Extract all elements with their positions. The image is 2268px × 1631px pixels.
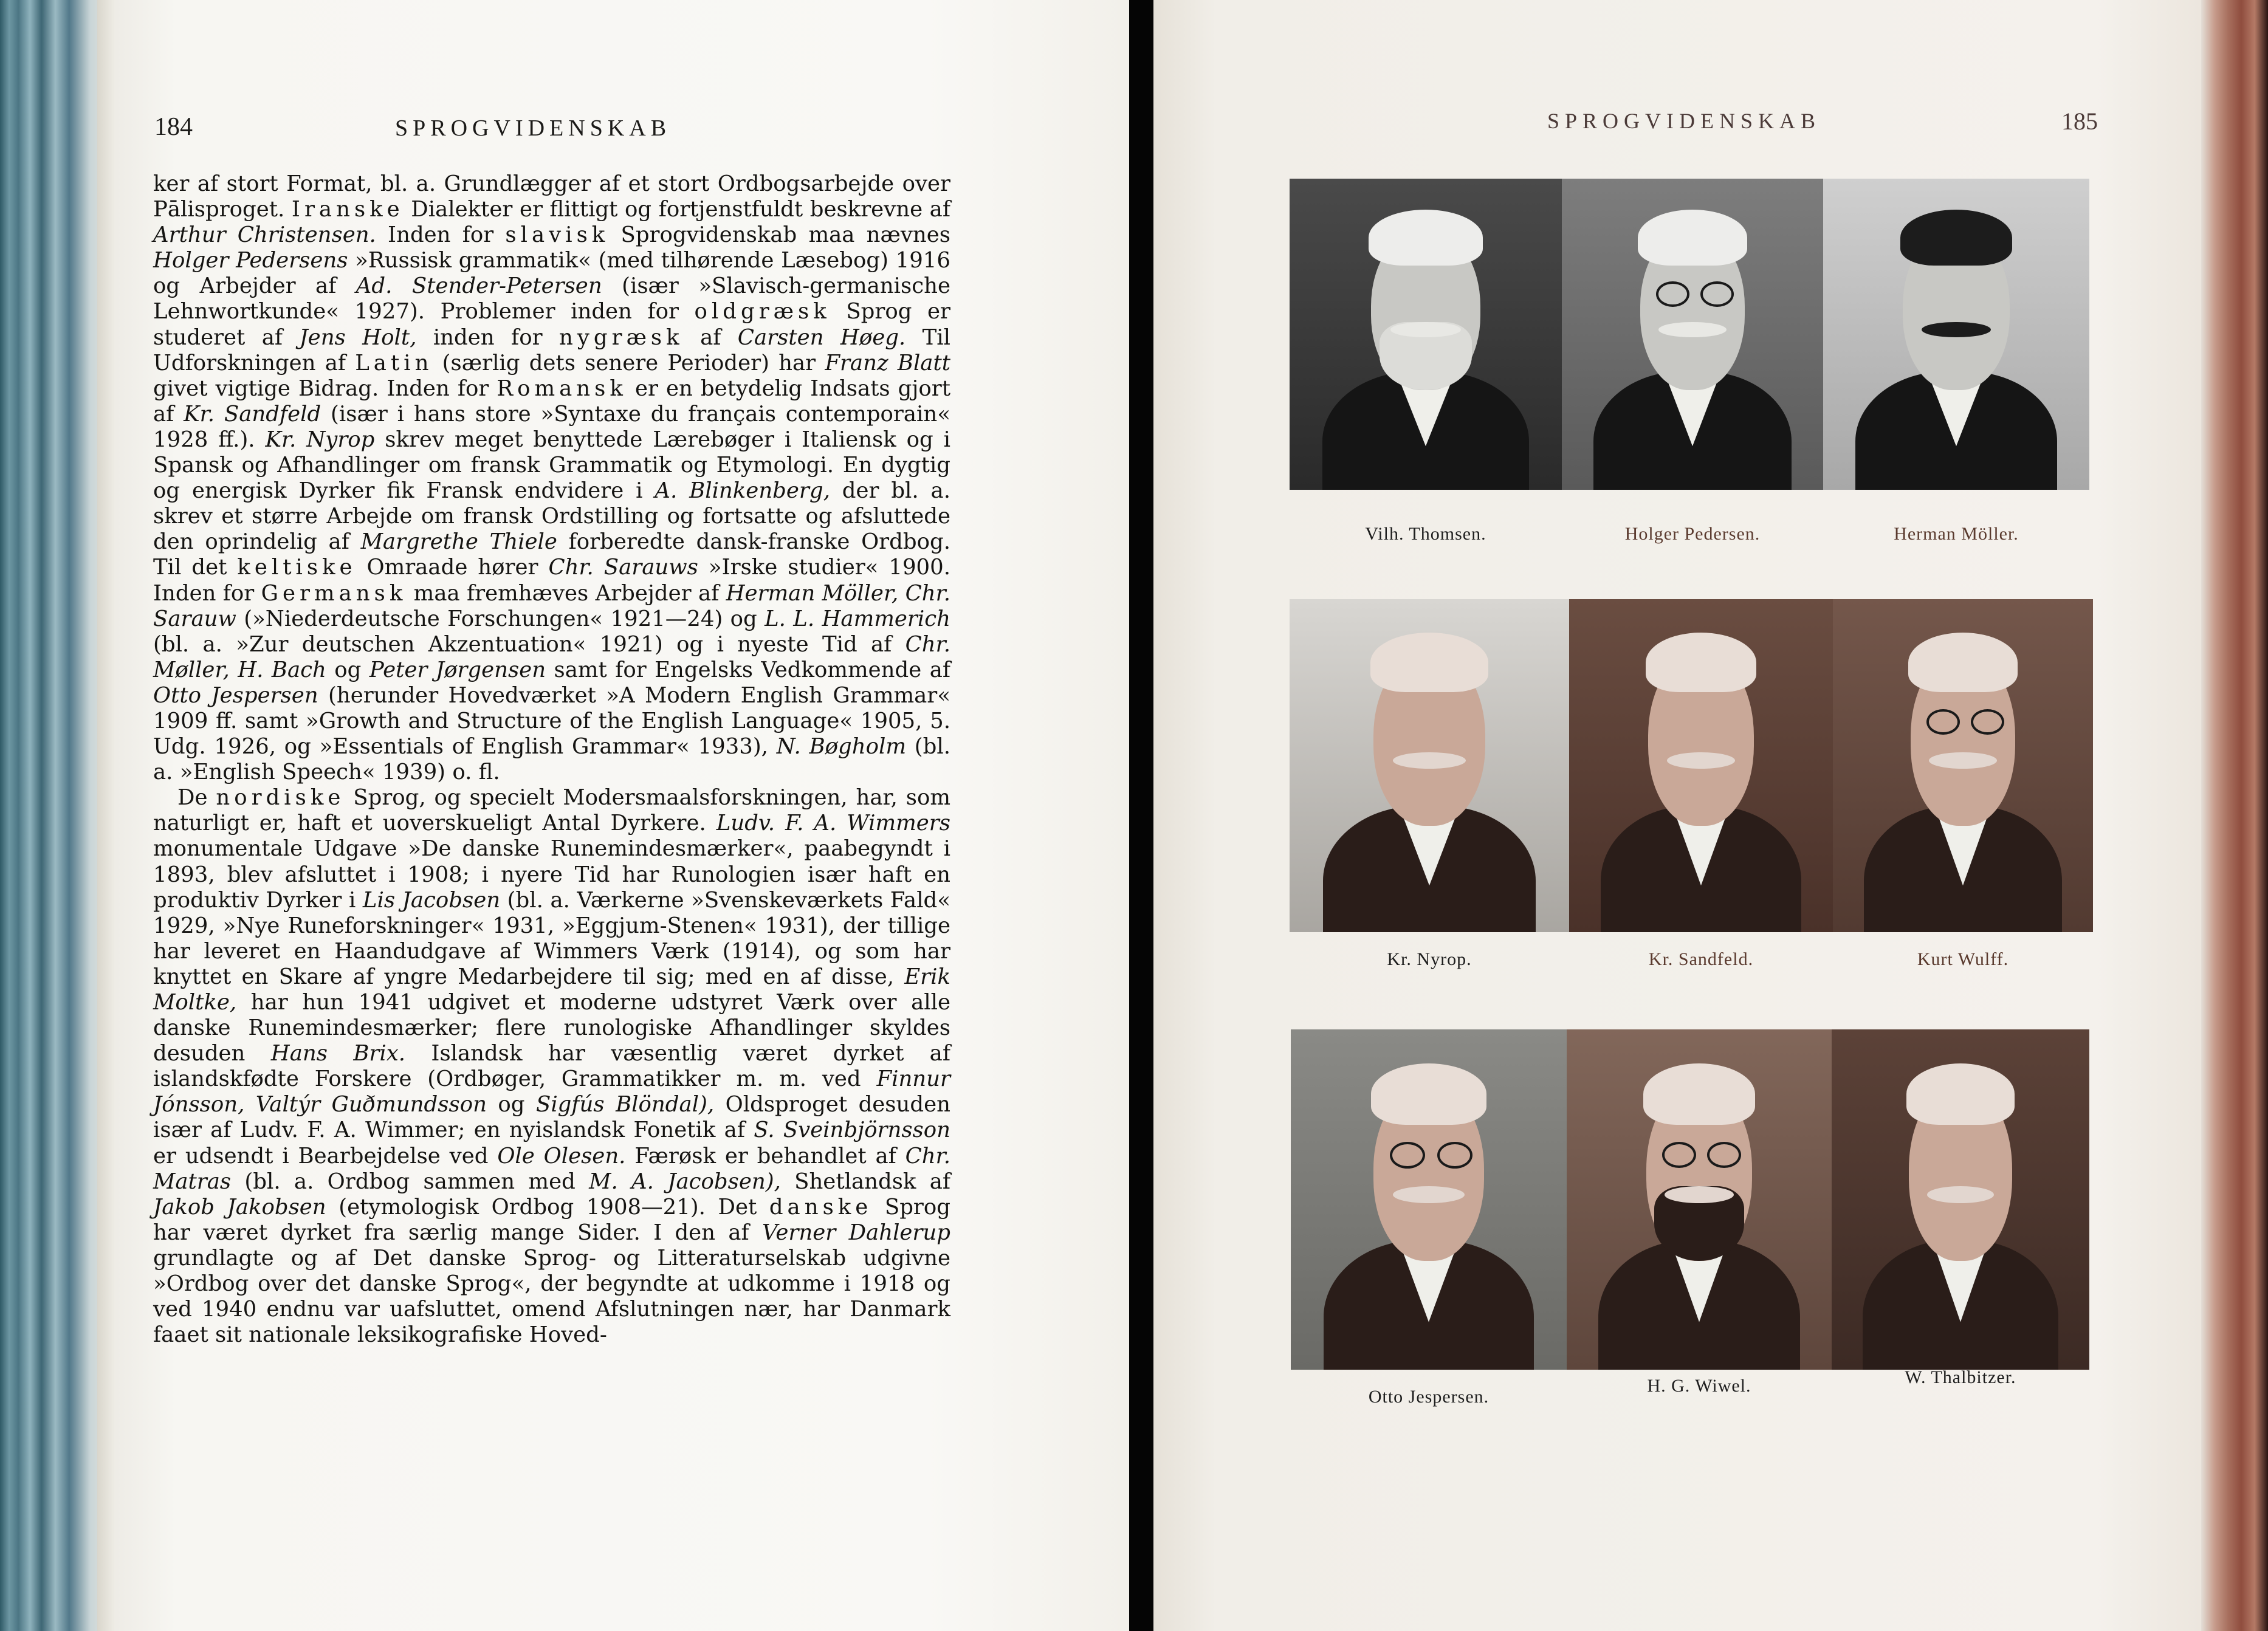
text-run: De [177,785,216,811]
italic-name: Peter Jørgensen [369,657,546,682]
text-run: »Irske studier« 1900. Inden for [153,555,950,606]
text-run: (»Niederdeutsche Forschungen« 1921—24) og [236,606,765,631]
text-run: (bl. a. Ordbog sammen med [231,1169,589,1194]
portrait-glasses [1662,1142,1696,1168]
portrait-glasses [1656,281,1689,307]
portrait-hair [1369,210,1483,266]
portrait-mustache [1927,1186,1994,1203]
text-run: Sprog, og specielt Modersmaalsforskningen, har, som naturligt er, haft et uoverskueligt Antal Dyrkere. [153,785,950,836]
portrait-glasses [1707,1142,1741,1168]
spaced-term: slavisk [505,222,610,248]
italic-name: Hans Brix. [270,1041,406,1066]
text-run: Inden for [376,222,506,248]
spaced-term: nordiske [216,785,345,811]
text-run: ker af stort Format, bl. a. Grundlægger af et stort Ordbogsarbejde over Pālisproget. [153,171,950,222]
portrait-caption: Kr. Sandfeld. [1648,949,1754,969]
portrait-photo [1562,179,1823,490]
italic-name: Ludv. F. A. Wimmers [716,811,950,836]
portrait-mustache [1390,322,1461,338]
portrait-mustache [1922,322,1991,338]
left-running-head: SPROGVIDENSKAB [395,115,672,141]
portrait-glasses [1971,709,2004,735]
book-page-edges-right [2201,0,2268,1631]
italic-name: Herman Möller, Chr. Sarauw [153,580,950,631]
italic-name: Arthur Christensen. [153,222,376,248]
right-running-head: SPROGVIDENSKAB [1547,109,1821,133]
portrait-hair [1908,633,2018,693]
portrait-hair [1900,210,2012,266]
portrait-caption: Holger Pedersen. [1624,524,1761,544]
italic-name: Franz Blatt [825,350,950,376]
italic-name: Sigfús Blöndal), [536,1092,715,1118]
text-run: og [326,657,369,682]
portrait-mustache [1658,322,1727,338]
text-run: Sprog er studeret af [153,299,950,350]
body-text [153,171,950,1348]
italic-name: Erik Moltke, [153,964,950,1015]
italic-name: Kr. Nyrop [265,427,375,452]
text-run: grundlagte og af Det danske Sprog- og Litteraturselskab udgivne »Ordbog over det danske Sprog«, der begyndte at udkomme i 1918 og ved 1940 endnu var uafsluttet, omend Afslutningen nær, har Danmark faaet sit nationale leksikografiske Hoved- [153,1245,950,1348]
italic-name: Verner Dahlerup [762,1220,950,1245]
portrait-photo [1823,179,2089,490]
text-run: (bl. a. Værkerne »Svenskeværkets Fald« 1929, »Nye Runeforskninger« 1931, »Eggjum-Stenen« 1931), der tillige har leveret en Haandudgave af Wimmers Værk (1914), og som har knyttet en Skare af yngre Medarbejdere til sig; med en af disse, [153,887,950,989]
text-run: og [486,1092,536,1118]
paragraph [153,785,950,1348]
text-run: er en betydelig Indsats gjort af [153,376,950,427]
spaced-term: Latin [355,350,433,376]
text-run: (særlig dets senere Perioder) har [433,350,825,376]
text-run: Sprogvidenskab maa nævnes [609,222,951,248]
text-run: (især i hans store »Syntaxe du français contemporain« 1928 ff.). [153,401,950,452]
text-run: er udsendt i Bearbejdelse ved [153,1143,498,1169]
portrait-hair [1371,1063,1487,1125]
text-run: Islandsk har væsentlig været dyrket af islandskfødte Forskere (Ordbøger, Grammatikker m. m. ved [153,1041,950,1092]
portrait-caption: Herman Möller. [1894,524,2019,544]
text-run: maa fremhæves Arbejder af [407,580,726,606]
text-run: har hun 1941 udgivet et moderne udstyret Værk over alle danske Runemindesmærker; flere runologiske Afhandlinger skyldes desuden [153,990,950,1066]
text-run: Omraade hører [356,555,549,580]
portrait-caption: W. Thalbitzer. [1905,1367,2016,1387]
spaced-term: keltiske [237,555,357,580]
italic-name: Kr. Sandfeld [184,401,321,427]
book-gutter [1129,0,1153,1631]
italic-name: Finnur Jónsson, Valtýr Guðmundsson [153,1066,950,1118]
italic-name: Chr. Sarauws [548,555,698,580]
portrait-glasses [1437,1142,1472,1169]
portrait-photo [1569,599,1833,932]
portrait-photo [1290,599,1569,932]
italic-name: N. Bøgholm [776,734,907,760]
portrait-hair [1646,633,1756,693]
italic-name: Jakob Jakobsen [153,1194,326,1220]
italic-name: Chr. Møller, H. Bach [153,631,950,682]
portrait-photo [1832,1029,2089,1370]
italic-name: Holger Pedersens [153,248,348,273]
portrait-hair [1643,1063,1754,1125]
portrait-hair [1906,1063,2015,1125]
text-run: samt for Engelsks Vedkommende af [546,657,951,682]
portrait-caption: Kurt Wulff. [1917,949,2009,969]
right-page-number: 185 [2061,108,2098,135]
italic-name: Lis Jacobsen [362,887,501,913]
text-run: »Russisk grammatik« (med tilhørende Læsebog) 1916 og Arbejder af [153,248,950,299]
spaced-term: Iranske [291,197,404,222]
text-run: inden for [416,324,559,350]
portrait-glasses [1926,709,1960,735]
italic-name: Otto Jespersen [153,682,318,708]
portrait-photo [1567,1029,1832,1370]
left-page-number: 184 [154,113,193,141]
text-run: forberedte dansk-franske Ordbog. Til det [153,529,950,580]
text-run: Til Udforskningen af [153,324,951,376]
text-run: skrev meget benyttede Lærebøger i Italiensk og i Spansk og Afhandlinger om fransk Grammatik og Etymologi. En dygtig og energisk Dyrker fik Fransk endvidere i [153,427,950,504]
spaced-term: Germansk [261,580,407,606]
spaced-term: oldgræsk [694,299,831,324]
italic-name: Ad. Stender-Petersen [356,273,602,299]
text-run: monumentale Udgave »De danske Runemindesmærker«, paabegyndt i 1893, blev afsluttet i 1908; i nyere Tid har Runologien især haft en produktiv Dyrker i [153,836,950,913]
text-run: Sprog har været dyrket fra særlig mange Sider. I den af [153,1194,950,1245]
text-run: (bl. a. »Zur deutschen Akzentuation« 1921) og i nyeste Tid af [153,631,905,657]
italic-name: Ole Olesen. [497,1143,626,1169]
italic-name: A. Blinkenberg, [655,478,830,504]
text-run: af [683,324,738,350]
italic-name: Chr. Matras [153,1143,951,1194]
portrait-mustache [1665,1186,1733,1203]
text-run: (herunder Hovedværket »A Modern English Grammar« 1909 ff. samt »Growth and Structure of the English Language« 1905, 5. Udg. 1926, og »Essentials of English Grammar« 1933), [153,682,950,760]
portrait-hair [1638,210,1748,266]
text-run: Dialekter er flittigt og fortjenstfuldt beskrevne af [404,197,950,222]
italic-name: Jens Holt, [299,324,417,350]
portrait-caption: Vilh. Thomsen. [1365,524,1486,544]
italic-name: Margrethe Thiele [360,529,557,555]
text-run: (bl. a. »English Speech« 1939) o. fl. [153,734,950,785]
portrait-glasses [1390,1142,1425,1169]
text-run: Oldsproget desuden især af Ludv. F. A. Wimmer; en nyislandsk Fonetik af [153,1092,950,1143]
portrait-photo [1290,179,1562,490]
italic-name: Carsten Høeg. [737,324,906,350]
portrait-mustache [1393,1186,1465,1203]
book-page-edges-left [0,0,115,1631]
spaced-term: nygræsk [558,324,684,350]
text-run: Shetlandsk af [780,1169,951,1194]
text-run: der bl. a. skrev et større Arbejde om fransk Ordstilling og fortsatte og afsluttede den oprindelig af [153,478,950,555]
italic-name: S. Sveinbjörnsson [754,1118,950,1143]
text-run: givet vigtige Bidrag. Inden for [153,376,497,401]
portrait-caption: H. G. Wiwel. [1647,1376,1751,1396]
text-run: Færøsk er behandlet af [625,1143,905,1169]
portrait-photo [1833,599,2093,932]
spaced-term: danske [769,1194,873,1220]
italic-name: L. L. Hammerich [765,606,950,631]
paragraph [153,171,950,785]
portrait-photo [1291,1029,1567,1370]
text-run: (etymologisk Ordbog 1908—21). Det [326,1194,769,1220]
spaced-term: Romansk [497,376,627,401]
italic-name: M. A. Jacobsen), [589,1169,781,1194]
text-run: (især »Slavisch-germanische Lehnwortkunde« 1927). Problemer inden for [153,273,950,324]
portrait-caption: Kr. Nyrop. [1387,949,1472,969]
portrait-caption: Otto Jespersen. [1368,1387,1490,1407]
portrait-hair [1370,633,1488,693]
